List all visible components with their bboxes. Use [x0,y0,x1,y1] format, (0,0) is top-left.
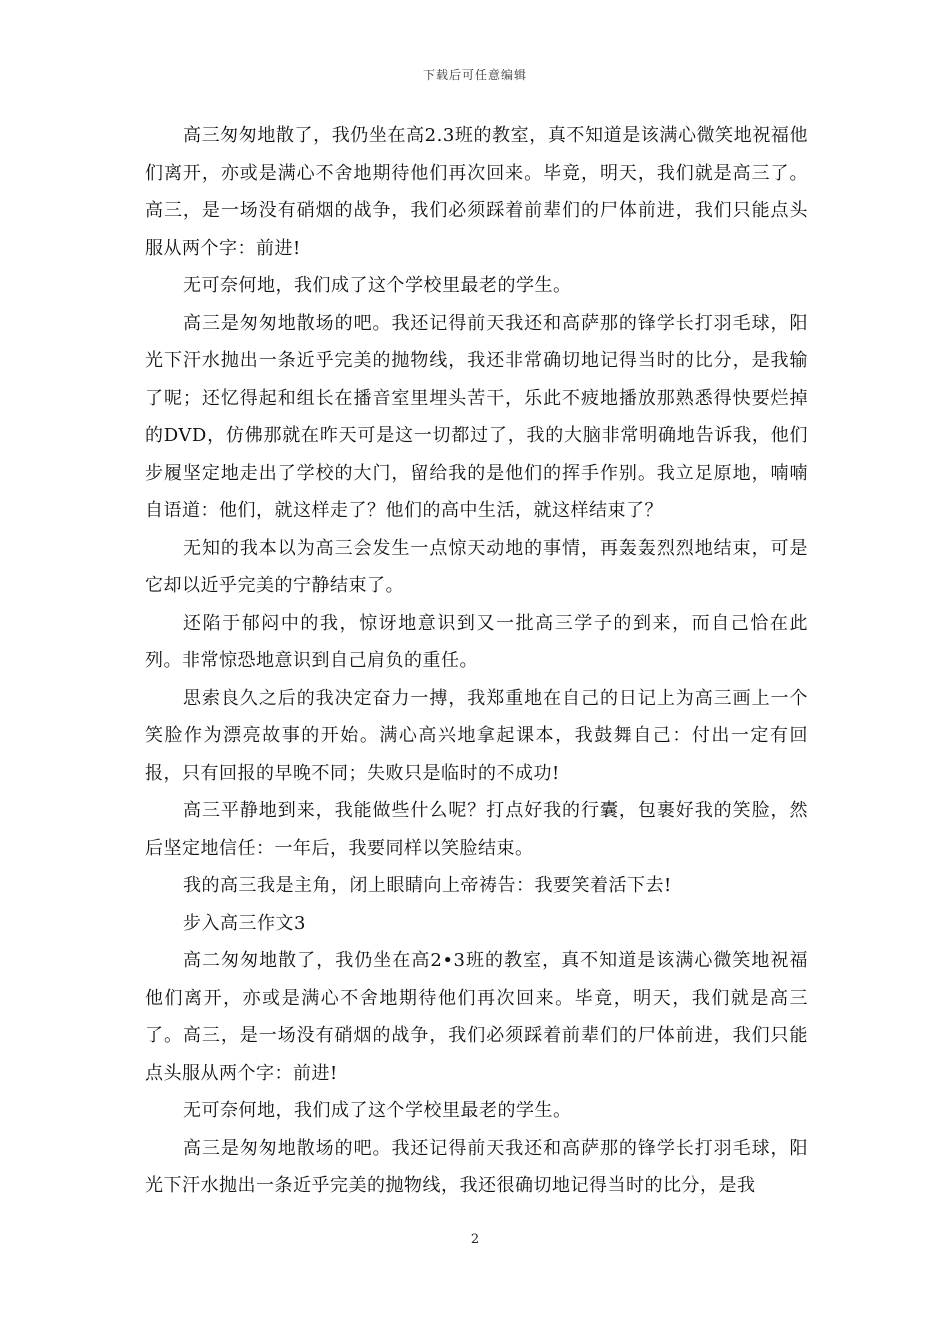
paragraph: 无可奈何地，我们成了这个学校里最老的学生。 [183,275,572,296]
paragraph: 无可奈何地，我们成了这个学校里最老的学生。 [183,1100,572,1121]
paragraph: 无知的我本以为高三会发生一点惊天动地的事情，再轰轰烈烈地结束，可是它却以近乎完美的宁静结束了。 [145,537,808,596]
paragraph: 高三匆匆地散了，我仍坐在高2.3班的教室，真不知道是该满心微笑地祝福他们离开，亦或是满心不舍地期待他们再次回来。毕竟，明天，我们就是高三了。高三，是一场没有硝烟的战争，我们必须踩着前辈们的尸体前进，我们只能点头服从两个字：前进! [145,125,808,259]
page-header: 下载后可任意编辑 [422,68,527,82]
document-body [145,117,808,1205]
section-heading: 步入高三作文3 [183,912,306,934]
page-number: 2 [470,1232,480,1247]
paragraph: 思索良久之后的我决定奋力一搏，我郑重地在自己的日记上为高三画上一个笑脸作为漂亮故事的开始。满心高兴地拿起课本，我鼓舞自己：付出一定有回报，只有回报的早晚不同；失败只是临时的不成功! [145,687,808,784]
paragraph: 还陷于郁闷中的我，惊讶地意识到又一批高三学子的到来，而自己恰在此列。非常惊恐地意识到自己肩负的重任。 [145,612,808,671]
paragraph: 高二匆匆地散了，我仍坐在高2•3班的教室，真不知道是该满心微笑地祝福他们离开，亦或是满心不舍地期待他们再次回来。毕竟，明天，我们就是高三了。高三，是一场没有硝烟的战争，我们必须踩着前辈们的尸体前进，我们只能点头服从两个字：前进! [145,950,808,1084]
paragraph: 高三平静地到来，我能做些什么呢？打点好我的行囊，包裹好我的笑脸，然后坚定地信任：一年后，我要同样以笑脸结束。 [145,800,808,859]
paragraph: 我的高三我是主角，闭上眼睛向上帝祷告：我要笑着活下去! [183,875,672,896]
paragraph: 高三是匆匆地散场的吧。我还记得前天我还和高萨那的锋学长打羽毛球，阳光下汗水抛出一条近乎完美的抛物线，我还很确切地记得当时的比分，是我 [145,1137,808,1196]
paragraph: 高三是匆匆地散场的吧。我还记得前天我还和高萨那的锋学长打羽毛球，阳光下汗水抛出一条近乎完美的抛物线，我还非常确切地记得当时的比分，是我输了呢；还忆得起和组长在播音室里埋头苦干，乐此不疲地播放那熟悉得快要烂掉的DVD，仿佛那就在昨天可是这一切都过了，我的大脑非常明确地告诉我，他们步履坚定地走出了学校的大门，留给我的是他们的挥手作别。我立足原地，喃喃自语道：他们，就这样走了？他们的高中生活，就这样结束了？ [145,312,808,521]
